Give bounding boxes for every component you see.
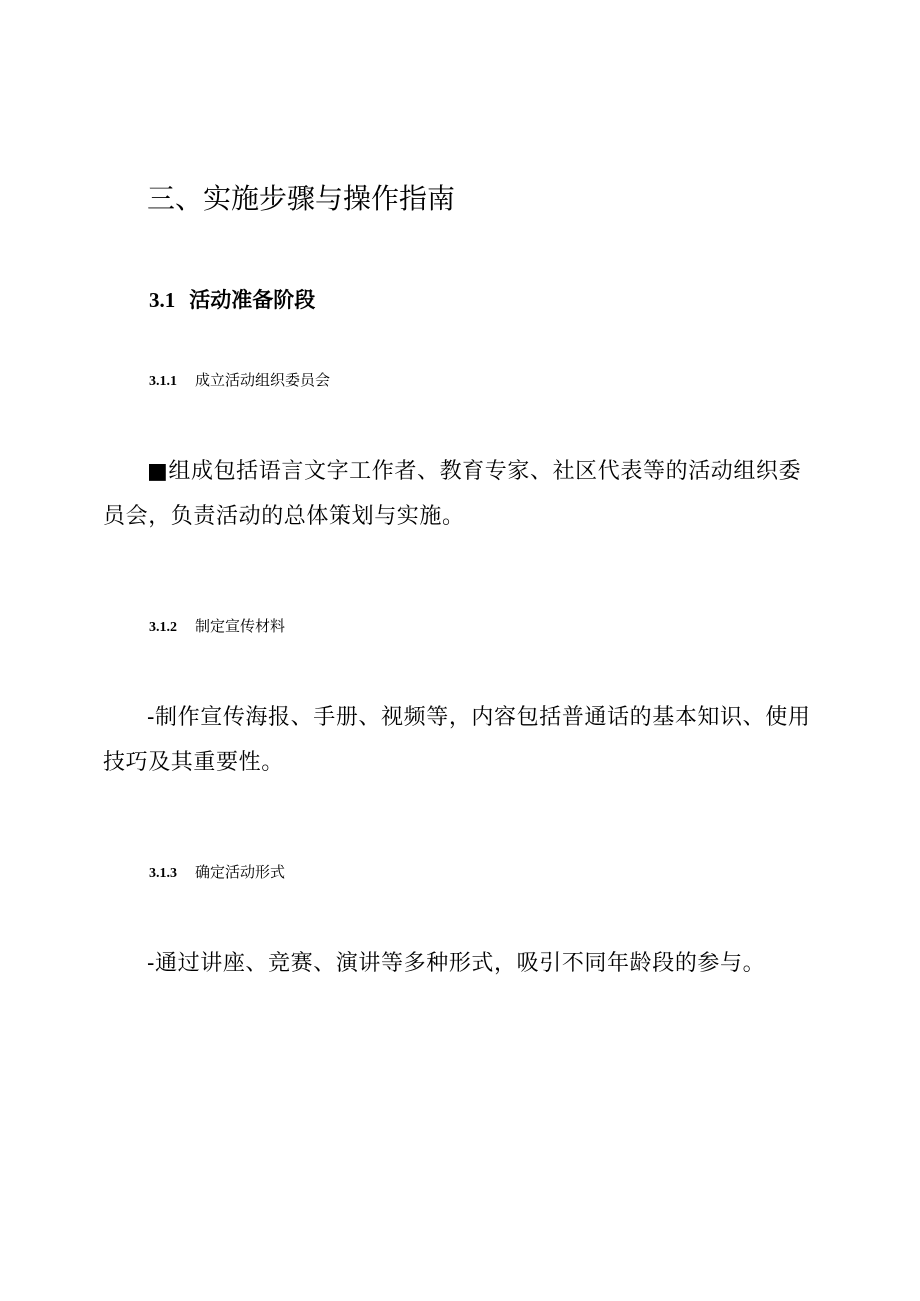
item-paragraph-1: ■组成包括语言文字工作者、教育专家、社区代表等的活动组织委员会，负责活动的总体策划与实施。 <box>103 459 802 529</box>
subsection-number: 3.1 <box>149 288 176 312</box>
item-title-2: 制定宣传材料 <box>195 617 286 635</box>
item-title-1: 成立活动组织委员会 <box>195 371 331 389</box>
subsection-heading <box>149 284 315 316</box>
item-number-2: 3.1.2 <box>149 620 177 635</box>
item-heading-3 <box>149 860 285 886</box>
item-number-3: 3.1.3 <box>149 866 177 881</box>
item-number-1: 3.1.1 <box>149 374 177 389</box>
item-paragraph-3: -通过讲座、竞赛、演讲等多种形式，吸引不同年龄段的参与。 <box>147 951 766 976</box>
subsection-title: 活动准备阶段 <box>189 288 316 312</box>
item-heading-1 <box>149 368 330 394</box>
item-heading-2 <box>149 614 285 640</box>
item-paragraph-2: -制作宣传海报、手册、视频等，内容包括普通话的基本知识、使用技巧及其重要性。 <box>103 705 811 775</box>
section-heading: 三、实施步骤与操作指南 <box>147 182 456 215</box>
item-title-3: 确定活动形式 <box>195 863 286 881</box>
